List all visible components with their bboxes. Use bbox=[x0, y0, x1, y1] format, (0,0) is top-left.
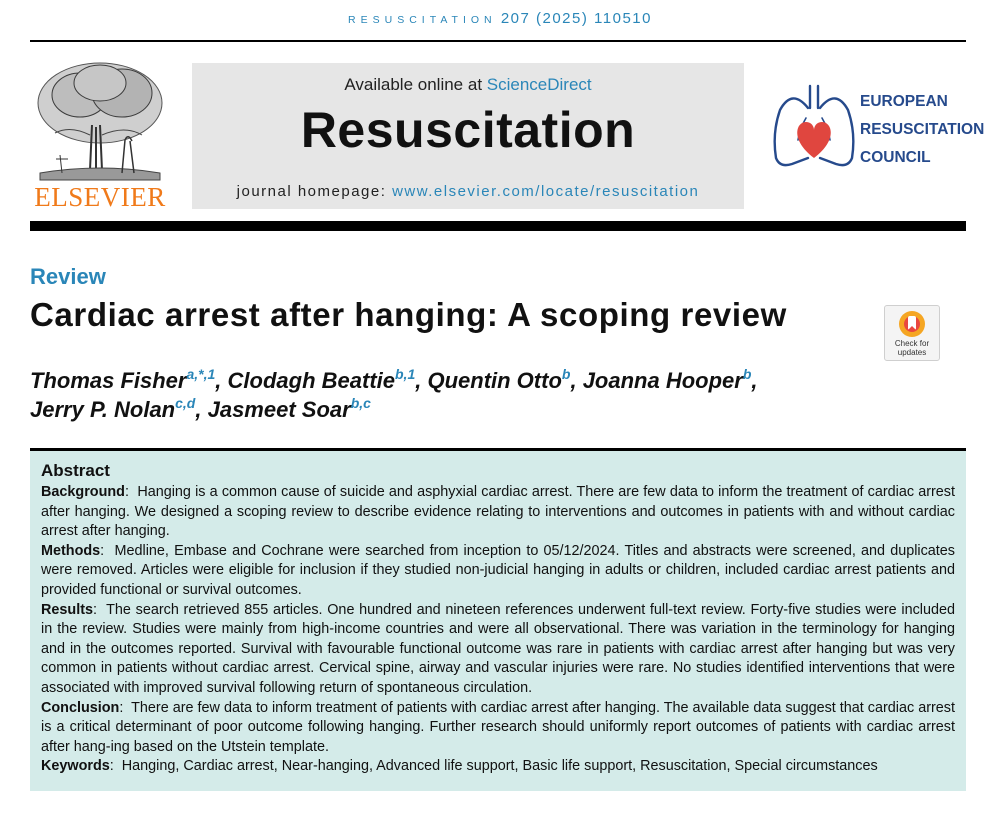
check-updates-icon bbox=[897, 309, 927, 339]
erc-wordmark bbox=[860, 88, 984, 172]
sciencedirect-link[interactable]: ScienceDirect bbox=[486, 75, 592, 94]
homepage-link[interactable]: www.elsevier.com/locate/resuscitation bbox=[392, 183, 700, 200]
article-type: Review bbox=[30, 264, 106, 289]
top-rule bbox=[30, 40, 966, 42]
abstract-results: Results: The search retrieved 855 articles. One hundred and nineteen references underwent full-text review. Forty-five studies were included in the review. Studies were mainly from high-income countries and were all observational. There was variation in the terminology for hanging and in the outcomes reported. Survival with favourable functional outcome was rare in patients with cardiac arrest after hanging but was very common in patients without cardiac arrest. Cervical spine, airway and vascular injuries were rare. No studies identified interventions that were associated with improved survival following return of spontaneous circulation. bbox=[41, 601, 955, 696]
running-head bbox=[0, 10, 1000, 27]
background-text: Hanging is a common cause of suicide and asphyxial cardiac arrest. There are few data to inform the treatment of cardiac arrest after hanging. We designed a scoping review to describe evidence relating to interventions and outcomes in patients with and without cardiac arrest after hanging. bbox=[41, 484, 955, 540]
abstract-background: Background: Hanging is a common cause of suicide and asphyxial cardiac arrest. There are few data to inform the treatment of cardiac arrest after hanging. We designed a scoping review to describe evidence relating to interventions and outcomes in patients with and without cardiac arrest after hanging. bbox=[41, 484, 955, 540]
methods-label: Methods bbox=[41, 542, 101, 559]
running-head-citation: 207 (2025) 110510 bbox=[500, 10, 652, 27]
available-online bbox=[192, 75, 744, 95]
conclusion-label: Conclusion bbox=[41, 699, 120, 716]
conclusion-text: There are few data to inform treatment of patients with cardiac arrest after hanging. The available data suggest that cardiac arrest is a critical determinant of poor outcome following hanging. Further research should uniformly report outcomes of patients with cardiac arrest after hang-ing based on the Utstein template. bbox=[41, 699, 955, 755]
author-affiliation[interactable]: b,1 bbox=[395, 366, 416, 382]
journal-masthead bbox=[192, 63, 744, 209]
abstract-heading: Abstract bbox=[41, 461, 110, 480]
keywords-text: Hanging, Cardiac arrest, Near-hanging, Advanced life support, Basic life support, Resuscitation, Special circumstances bbox=[121, 758, 878, 775]
erc-lungs-heart-icon bbox=[770, 78, 858, 174]
author-list: Thomas Fisher$^{a,*,1}$, Clodagh Beattie$^{b,1}$, Quentin Otto$^b$, Joanna Hooper$^b$, Jerry P. Nolan$^{c,d}$, Jasmeet Soar$^{b,c}$ bbox=[30, 366, 758, 422]
abstract-box bbox=[30, 451, 966, 791]
author-affiliation[interactable]: c,d bbox=[175, 395, 196, 411]
author-name[interactable]: Joanna Hooper bbox=[582, 368, 743, 393]
erc-line-1: EUROPEAN bbox=[860, 93, 948, 110]
abstract-methods: Methods: Medline, Embase and Cochrane were searched from inception to 05/12/2024. Titles and abstracts were screened, and duplicates were removed. Articles were eligible for inclusion if they studied non-judicial hanging in adults or children, included cardiac arrest patients and provided functional or survival outcomes. bbox=[41, 542, 955, 598]
journal-homepage bbox=[192, 183, 744, 200]
available-prefix: Available online at bbox=[344, 75, 487, 94]
elsevier-wordmark: ELSEVIER bbox=[34, 182, 166, 212]
results-label: Results bbox=[41, 601, 93, 618]
author-affiliation[interactable]: a,*,1 bbox=[186, 366, 216, 382]
journal-title: Resuscitation bbox=[300, 102, 636, 158]
article-title: Cardiac arrest after hanging: A scoping review bbox=[30, 296, 787, 333]
author-name[interactable]: Clodagh Beattie bbox=[227, 368, 395, 393]
background-label: Background bbox=[41, 484, 125, 500]
header-thick-rule bbox=[30, 221, 966, 231]
methods-text: Medline, Embase and Cochrane were searched from inception to 05/12/2024. Titles and abstracts were screened, and duplicates were removed. Articles were eligible for inclusion if they studied non-judicial hanging in adults or children, included cardiac arrest patients and provided functional or survival outcomes. bbox=[41, 542, 955, 598]
erc-line-2: RESUSCITATION bbox=[860, 121, 985, 138]
check-for-updates-badge[interactable] bbox=[884, 305, 940, 361]
abstract-keywords: Keywords: Hanging, Cardiac arrest, Near-hanging, Advanced life support, Basic life support, Resuscitation, Special circumstances bbox=[41, 758, 878, 775]
author-affiliation[interactable]: b,c bbox=[350, 395, 371, 411]
check-updates-line-1: Check for bbox=[894, 339, 930, 348]
author-name[interactable]: Jerry P. Nolan bbox=[30, 397, 176, 422]
abstract-conclusion: Conclusion: There are few data to inform treatment of patients with cardiac arrest after hanging. The available data suggest that cardiac arrest is a critical determinant of poor outcome following hanging. Further research should uniformly report outcomes of patients with cardiac arrest after hang-ing based on the Utstein template. bbox=[41, 699, 955, 755]
erc-line-3: COUNCIL bbox=[860, 149, 931, 166]
running-head-journal: RESUSCITATION bbox=[348, 14, 497, 26]
keywords-label: Keywords bbox=[41, 758, 110, 775]
check-updates-line-2: updates bbox=[897, 348, 927, 357]
author-affiliation[interactable]: b bbox=[742, 366, 752, 382]
author-name[interactable]: Quentin Otto bbox=[427, 368, 562, 393]
author-name[interactable]: Jasmeet Soar bbox=[207, 397, 351, 422]
author-name[interactable]: Thomas Fisher bbox=[30, 368, 187, 393]
results-text: The search retrieved 855 articles. One hundred and nineteen references underwent full-text review. Forty-five studies were included in the review. Studies were mainly from high-income countries and were all observational. There was variation in the terminology for hanging and in the outcomes reported. Survival with favourable functional outcome was rare in patients with cardiac arrest after hanging but was very common in patients without cardiac arrest. Cervical spine, airway and vascular injuries were rare. No studies identified interventions that were associated with improved survival following return of spontaneous circulation. bbox=[41, 601, 955, 696]
author-affiliation[interactable]: b bbox=[561, 366, 571, 382]
homepage-prefix: journal homepage: bbox=[236, 183, 393, 200]
